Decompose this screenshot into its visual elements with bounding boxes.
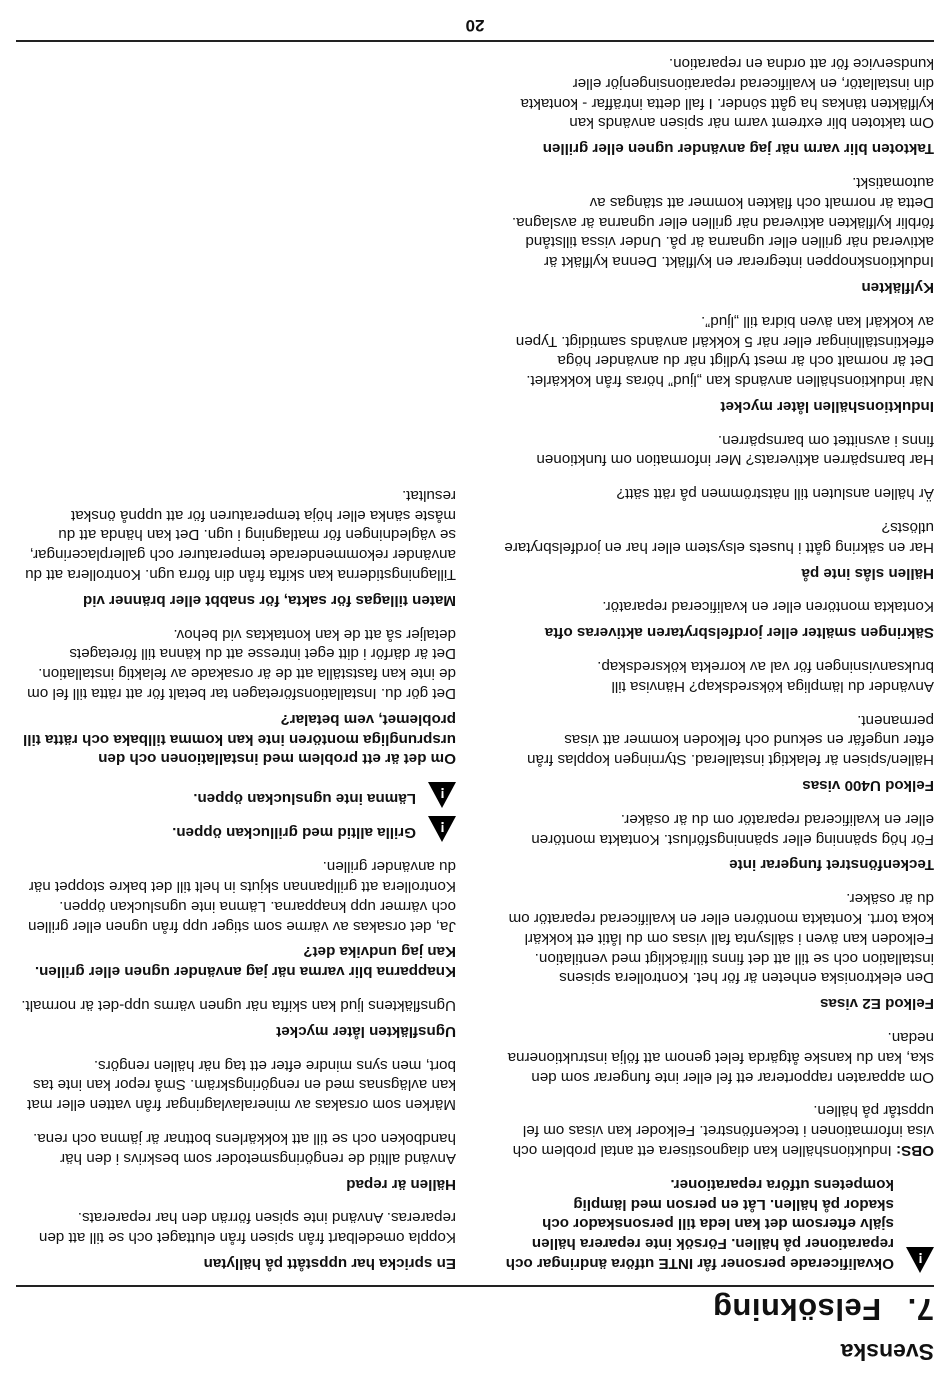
section-text: När induktionshällen används kan „ljud” höras från kokkärlet. Det är normalt och är mest tydligt när du använder höga effektinställningar eller när 5 kokkärl används samtidigt. Typen av kokkärl kan även bidra till „ljud”. [515, 312, 934, 390]
warning-oven-door [20, 782, 456, 808]
section-text: Använder du lämpliga köksredskap? Hänvisa till bruksanvisningen för val av korrekta köksredskap. [597, 658, 934, 695]
column-first [504, 39, 934, 1273]
section-title: Säkringen smälter eller jordfelsbrytaren aktiveras ofta [544, 624, 934, 642]
obs-text: Induktionshällen kan diagnostisera ett antal problem och visa informationen i teckenfönstret. Felkoder kan visas om fel uppstår på hällen. [512, 1102, 934, 1160]
section-text: Ugnsfläktens ljud kan skifta när ugnen värms upp-det är normalt. [21, 997, 456, 1015]
section-text: Hällen/spisen är felaktigt installerad. Styrningen kopplas från efter ungefär en sekund och felkoden kommer att visas permanent. [527, 711, 934, 769]
warning-text: Lämna inte ugnsluckan öppen. [193, 790, 416, 808]
section-crack [20, 1208, 456, 1273]
language-label: Svenska [840, 1339, 934, 1365]
section-title: Kylfläkten [861, 278, 934, 296]
section-fan [504, 172, 934, 297]
footer-rule [16, 40, 934, 42]
column-second [20, 471, 456, 1273]
section-oven-fan [20, 995, 456, 1041]
section-title: Maten tillagas för sakta, för snabbt eller bränner vid [82, 591, 456, 609]
section-title: Hällen slås inte på [801, 564, 934, 582]
section-title: Knapparna blir varma när jag använder ugnen eller grillen. Kan jag undvika det? [34, 943, 456, 981]
section-text: Den elektroniska enheten är för het. Kontrollera spisens installation och se till att det finns tillräckligt med ventilation. Felkoden kan även i sällsynta fall visas om du låtit ett kokkärl koka torrt. Kontakta montören eller en kvalificerad reparatör om du är osäker. [508, 890, 934, 987]
chapter-heading [713, 1291, 935, 1327]
section-e2 [504, 888, 934, 1013]
section-fuse [504, 597, 934, 643]
section-roof [504, 53, 934, 158]
section-title: Hällen är repad [346, 1175, 456, 1193]
section-text: Induktionsknoppen integrerar en kylfläkt. Denna kylfläkt är aktiverad när grillen eller ugnarna är på. Under vissa tillstånd förblir kylfläkten aktiverad när grillen eller ugnarna är avslagna. Detta är normalt och fläkten kommer att stängas av automatiskt. [511, 173, 934, 271]
section-title: Ugnsfläkten låter mycket [276, 1022, 456, 1040]
section-cooking [20, 485, 456, 610]
section-title: Taktoten blir varm när jag använder ugnen eller grillen [542, 140, 934, 158]
warning-icon: ! [428, 782, 456, 808]
section-title: Felkod U400 visas [802, 777, 934, 795]
section-connected [504, 484, 934, 504]
section-not-on [504, 517, 934, 582]
section-noise [504, 311, 934, 416]
section-text: Om taktoten blir extremt varm när spisen används kan kylfläkten tänkas ha gått sönder. I fall detta inträffar - kontakta din installatör, en kvalificerad reparationsingenjör eller kundservice för att ordna en reparation. [520, 54, 934, 132]
section-knobs [20, 856, 456, 981]
section-title: Felkod E2 visas [820, 995, 934, 1013]
chapter-number: 7. [907, 1292, 934, 1327]
intro-text: Om apparaten rapporterar ett fel eller inte fungerar som den ska, kan du kanske åtgärda felet genom att följa instruktionerna nedan. [507, 1029, 934, 1086]
section-marks [20, 1055, 456, 1114]
page-number: 20 [465, 16, 485, 35]
section-cookware [504, 656, 934, 696]
section-installation [20, 624, 456, 769]
section-title: Teckenfönstret fungerar inte [729, 856, 934, 874]
section-title: En spricka har uppstått på hällytan [203, 1255, 456, 1272]
section-display [504, 809, 934, 874]
warning-text: Okvalificerade personer får INTE utföra ändringar och reparationer på hällen. Försök inte reparera hällen själv eftersom det kan leda till personskador och skador på hällen. Låt en person med lämplig kompetens utföra reparationer. [505, 1175, 894, 1272]
section-scratch [20, 1128, 456, 1193]
section-title: Om det är ett problem med installationen och den ursprungliga montören inte kan komma tillbaka och rätta till problemet, vem betalar? [23, 710, 456, 768]
section-text: Koppla omedelbart från spisen från eluttaget och se till att den repareras. Använd inte spisen förrän den har reparerats. [38, 1209, 456, 1247]
section-text: Är hällen ansluten till nätströmmen på rätt sätt? [616, 485, 934, 503]
section-u400 [504, 710, 934, 795]
section-text: Har barnspärren aktiverats? Mer information om funktionen finns i avsnittet om barnspärren. [536, 431, 934, 469]
section-text: Märken som orsakas av mineralavlagringar från vatten eller mat kan avlägsnas med en rengöringskräm. Små repor kan inte tas bort, men syns mindre efter ett tag när hällen rengörs. [27, 1056, 456, 1114]
header-rule [16, 1285, 934, 1287]
warning-icon: ! [428, 816, 456, 842]
warning-grill [20, 816, 456, 842]
section-text: Tillagningstiderna kan skifta från din förra ugn. Kontrollera att du använder rekommenderade temperaturer och gallerplaceringar, se vägledningen för matlagning i ugn. Det kan hända att du måste sänka eller höja temperaturen för att uppnå önskat resultat. [25, 486, 456, 584]
warning-text: Grilla alltid med grilluckan öppen. [172, 824, 416, 842]
warning-block [504, 1174, 934, 1273]
section-title: Induktionshällen låter mycket [720, 397, 934, 415]
section-text: Ja, det orsakas av värme som stiger upp från ugnen eller grillen och värmer upp knapparna. Lämna inte ugnsluckan öppen. Kontrollera att grillpannan skjuts in helt till det bakre stoppet när du använder grillen. [28, 858, 456, 935]
section-text: Kontakta montören eller en kvalificerad reparatör. [602, 598, 934, 616]
obs-note [504, 1101, 934, 1160]
section-text: Har en säkring gått i husets elsystem eller har en jordfelsbrytare utlösts? [504, 519, 934, 556]
obs-label: OBS: [896, 1142, 934, 1160]
section-text: Det gör du. Installationsföretagen tar betalt för att rätta till fel om de inte kan fastställa att de är orsakade av felaktig installation. Det är därför i ditt eget intresse att du känna till företagets detaljer så att de kan kontaktas vid behov. [27, 625, 456, 703]
section-text: För hög spänning eller spänningsförlust. Kontakta montören eller en kvalificerad reparatör om du är osäker. [531, 810, 934, 848]
warning-icon: ! [906, 1247, 934, 1273]
section-childlock [504, 430, 934, 470]
section-text: Använd alltid de rengöringsmetoder som beskrivs i den här handboken och se till att kokkärlens bottnar är jämna och rena. [33, 1130, 456, 1167]
chapter-title: Felsökning [712, 1292, 882, 1327]
